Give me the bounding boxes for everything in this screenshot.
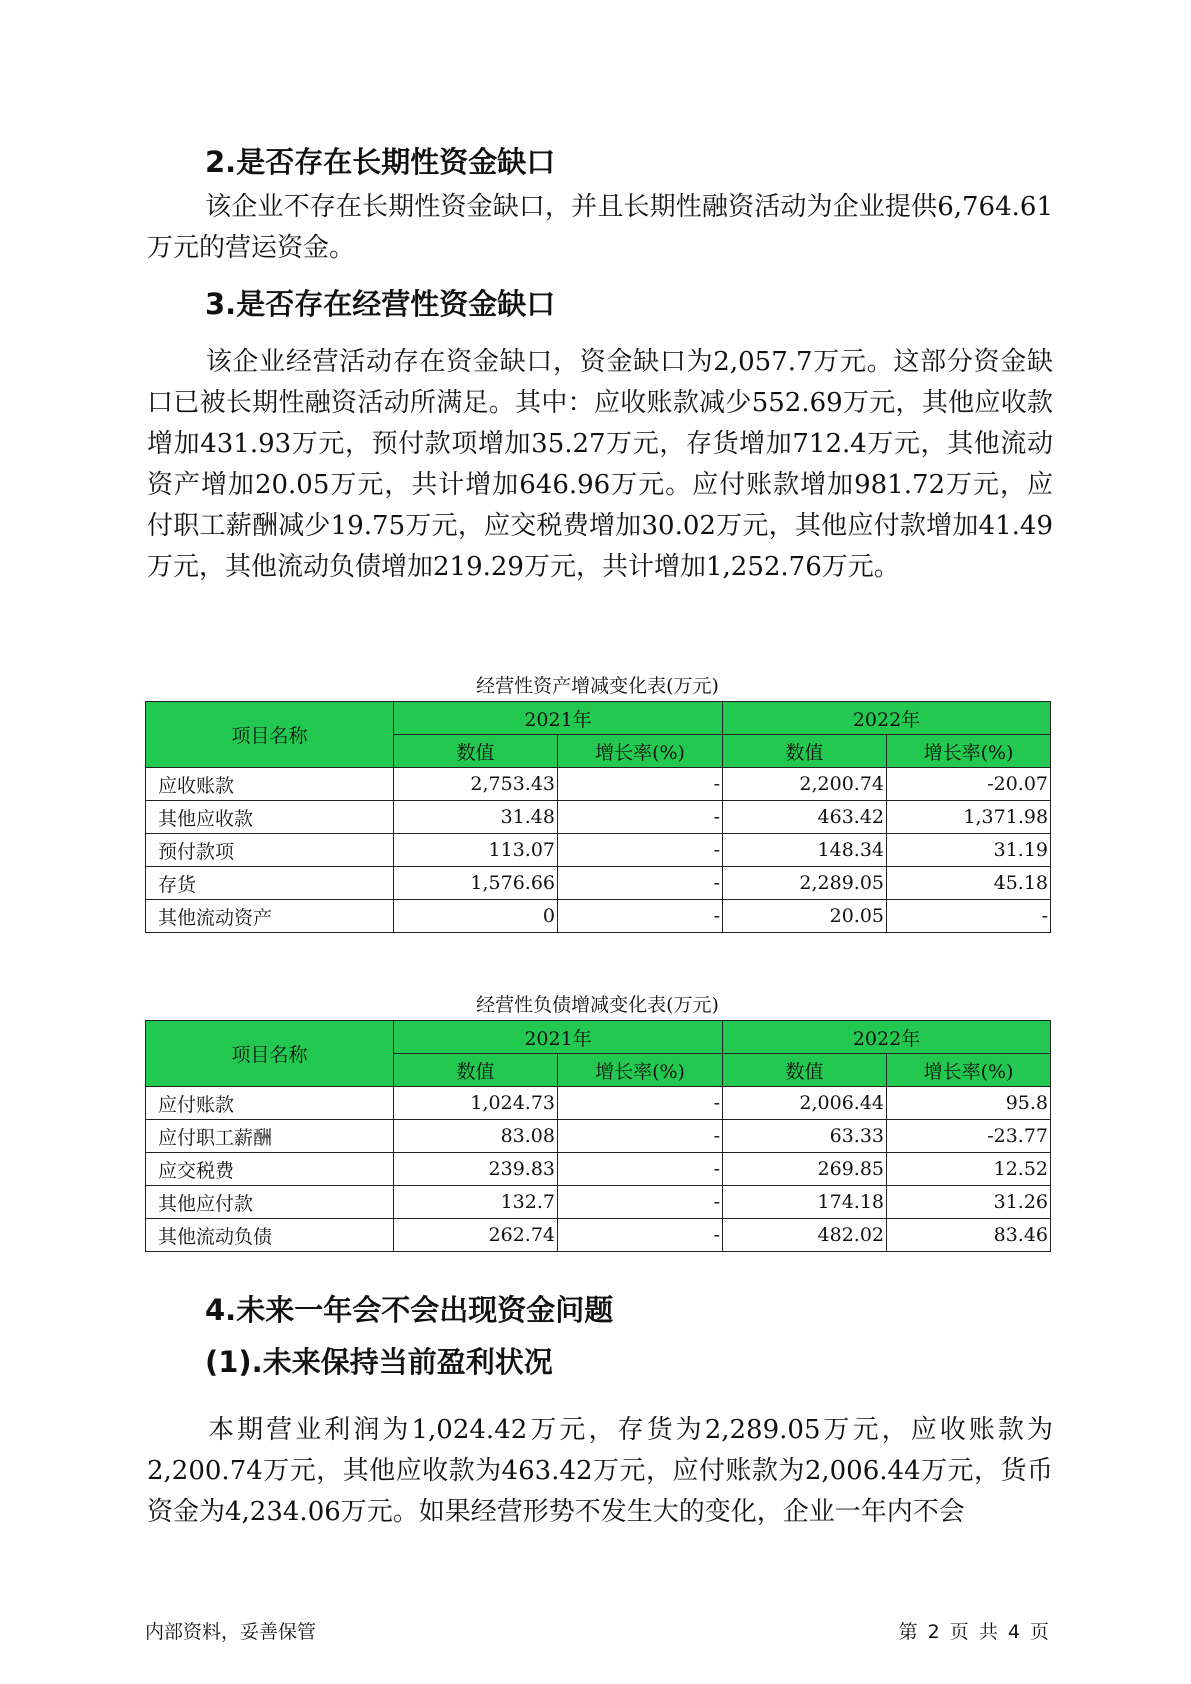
header-growth-2022: 增长率(%) — [887, 735, 1051, 768]
row-name: 其他流动负债 — [146, 1219, 394, 1252]
growth-2021: - — [558, 1153, 723, 1186]
table-row — [146, 801, 1051, 834]
table-row — [146, 1186, 1051, 1219]
growth-2022: 45.18 — [887, 867, 1051, 900]
value-2022: 63.33 — [723, 1120, 887, 1153]
table-row — [146, 834, 1051, 867]
table-row — [146, 1153, 1051, 1186]
header-year-2022: 2022年 — [723, 702, 1051, 735]
liabilities-table — [145, 1020, 1051, 1252]
header-value-2022: 数值 — [723, 735, 887, 768]
section-4-heading: 4.未来一年会不会出现资金问题 — [205, 1293, 614, 1327]
value-2021: 83.08 — [394, 1120, 558, 1153]
value-2022: 2,200.74 — [723, 768, 887, 801]
growth-2022: 1,371.98 — [887, 801, 1051, 834]
growth-2021: - — [558, 1087, 723, 1120]
header-item-name: 项目名称 — [146, 1021, 394, 1087]
row-name: 预付款项 — [146, 834, 394, 867]
section-2-heading: 2.是否存在长期性资金缺口 — [205, 145, 556, 179]
table-row — [146, 768, 1051, 801]
row-name: 其他应付款 — [146, 1186, 394, 1219]
table-row — [146, 1120, 1051, 1153]
row-name: 其他应收款 — [146, 801, 394, 834]
header-growth-2021: 增长率(%) — [558, 1054, 723, 1087]
growth-2021: - — [558, 801, 723, 834]
growth-2021: - — [558, 1219, 723, 1252]
value-2022: 269.85 — [723, 1153, 887, 1186]
section-3-paragraph: 该企业经营活动存在资金缺口，资金缺口为2,057.7万元。这部分资金缺口已被长期性融资活动所满足。其中：应收账款减少552.69万元，其他应收款增加431.93万元，预付款项增加35.27万元，存货增加712.4万元，其他流动资产增加20.05万元，共计增加646.96万元。应付账款增加981.72万元，应付职工薪酬减少19.75万元，应交税费增加30.02万元，其他应付款增加41.49万元，其他流动负债增加219.29万元，共计增加1,252.76万元。 — [147, 347, 1053, 582]
value-2021: 1,024.73 — [394, 1087, 558, 1120]
header-year-2021: 2021年 — [394, 1021, 723, 1054]
liabilities-table-caption: 经营性负债增减变化表(万元) — [476, 994, 719, 1016]
row-name: 其他流动资产 — [146, 900, 394, 933]
value-2021: 239.83 — [394, 1153, 558, 1186]
row-name: 应付职工薪酬 — [146, 1120, 394, 1153]
growth-2022: 95.8 — [887, 1087, 1051, 1120]
value-2022: 174.18 — [723, 1186, 887, 1219]
growth-2022: -20.07 — [887, 768, 1051, 801]
table-row — [146, 1087, 1051, 1120]
assets-table — [145, 701, 1051, 933]
growth-2021: - — [558, 834, 723, 867]
section-4-1-heading: (1).未来保持当前盈利状况 — [205, 1345, 553, 1379]
value-2021: 31.48 — [394, 801, 558, 834]
value-2021: 1,576.66 — [394, 867, 558, 900]
footer-page-number: 第 2 页 共 4 页 — [898, 1621, 1049, 1643]
growth-2022: 31.19 — [887, 834, 1051, 867]
row-name: 应收账款 — [146, 768, 394, 801]
header-year-2021: 2021年 — [394, 702, 723, 735]
value-2021: 2,753.43 — [394, 768, 558, 801]
row-name: 存货 — [146, 867, 394, 900]
footer-confidential-note: 内部资料，妥善保管 — [145, 1621, 317, 1643]
row-name: 应交税费 — [146, 1153, 394, 1186]
value-2021: 132.7 — [394, 1186, 558, 1219]
value-2022: 482.02 — [723, 1219, 887, 1252]
header-item-name: 项目名称 — [146, 702, 394, 768]
header-value-2021: 数值 — [394, 1054, 558, 1087]
growth-2022: - — [887, 900, 1051, 933]
growth-2021: - — [558, 900, 723, 933]
value-2022: 463.42 — [723, 801, 887, 834]
header-growth-2021: 增长率(%) — [558, 735, 723, 768]
section-3-heading: 3.是否存在经营性资金缺口 — [205, 287, 556, 321]
value-2021: 262.74 — [394, 1219, 558, 1252]
value-2021: 113.07 — [394, 834, 558, 867]
row-name: 应付账款 — [146, 1087, 394, 1120]
header-value-2022: 数值 — [723, 1054, 887, 1087]
table-row — [146, 900, 1051, 933]
section-4-1-paragraph: 本期营业利润为1,024.42万元，存货为2,289.05万元，应收账款为2,200.74万元，其他应收款为463.42万元，应付账款为2,006.44万元，货币资金为4,234.06万元。如果经营形势不发生大的变化，企业一年内不会 — [147, 1415, 1053, 1527]
value-2022: 2,289.05 — [723, 867, 887, 900]
value-2021: 0 — [394, 900, 558, 933]
table-row — [146, 867, 1051, 900]
header-year-2022: 2022年 — [723, 1021, 1051, 1054]
value-2022: 2,006.44 — [723, 1087, 887, 1120]
growth-2021: - — [558, 768, 723, 801]
table-row — [146, 1219, 1051, 1252]
growth-2022: 83.46 — [887, 1219, 1051, 1252]
value-2022: 148.34 — [723, 834, 887, 867]
growth-2021: - — [558, 867, 723, 900]
growth-2022: -23.77 — [887, 1120, 1051, 1153]
assets-table-caption: 经营性资产增减变化表(万元) — [476, 675, 719, 697]
header-growth-2022: 增长率(%) — [887, 1054, 1051, 1087]
value-2022: 20.05 — [723, 900, 887, 933]
growth-2021: - — [558, 1120, 723, 1153]
header-value-2021: 数值 — [394, 735, 558, 768]
growth-2022: 12.52 — [887, 1153, 1051, 1186]
growth-2021: - — [558, 1186, 723, 1219]
growth-2022: 31.26 — [887, 1186, 1051, 1219]
section-2-paragraph: 该企业不存在长期性资金缺口，并且长期性融资活动为企业提供6,764.61万元的营运资金。 — [147, 192, 1053, 263]
